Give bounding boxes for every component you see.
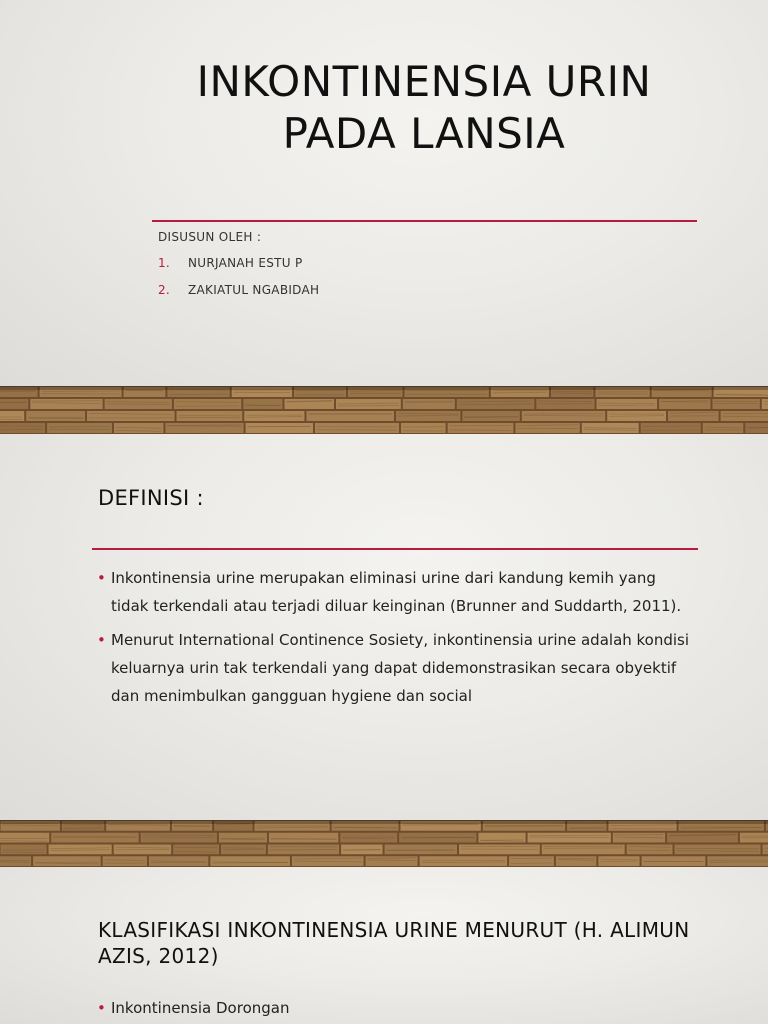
slide-heading: DEFINISI : bbox=[98, 486, 204, 510]
credit-item bbox=[158, 283, 319, 297]
wood-floor-strip bbox=[0, 386, 768, 434]
credit-name: ZAKIATUL NGABIDAH bbox=[188, 283, 320, 297]
credit-name: NURJANAH ESTU P bbox=[188, 256, 303, 270]
bullet-dot-icon: • bbox=[97, 569, 106, 587]
heading-divider bbox=[92, 548, 698, 550]
credits-label: DISUSUN OLEH : bbox=[158, 230, 262, 244]
credit-item bbox=[158, 256, 303, 270]
slide-title: INKONTINENSIA URIN PADA LANSIA bbox=[196, 57, 652, 158]
wood-floor-texture bbox=[0, 820, 768, 867]
bullet-dot-icon: • bbox=[97, 999, 106, 1017]
title-slide bbox=[0, 0, 768, 386]
definition-slide bbox=[0, 434, 768, 820]
classification-slide bbox=[0, 867, 768, 1024]
credit-number: 1. bbox=[158, 256, 171, 270]
wood-floor-strip bbox=[0, 820, 768, 867]
slide-heading: KLASIFIKASI INKONTINENSIA URINE MENURUT (H. ALIMUN AZIS, 2012) bbox=[98, 918, 690, 968]
bullet-item bbox=[97, 564, 697, 620]
bullet-list bbox=[97, 564, 697, 716]
bullet-item bbox=[97, 626, 697, 710]
bullet-item bbox=[97, 999, 289, 1017]
bullet-text: Menurut International Continence Sosiety, inkontinensia urine adalah kondisi keluarnya urin tak terkendali yang dapat didemonstrasikan secara obyektif dan menimbulkan gangguan hygiene dan social bbox=[111, 631, 690, 705]
bullet-text: Inkontinensia urine merupakan eliminasi urine dari kandung kemih yang tidak terkendali atau terjadi diluar keinginan (Brunner and Suddarth, 2011). bbox=[111, 569, 682, 615]
bullet-dot-icon: • bbox=[97, 631, 106, 649]
credit-number: 2. bbox=[158, 283, 171, 297]
wood-floor-texture bbox=[0, 386, 768, 434]
title-divider bbox=[152, 220, 697, 222]
bullet-text: Inkontinensia Dorongan bbox=[111, 999, 290, 1017]
